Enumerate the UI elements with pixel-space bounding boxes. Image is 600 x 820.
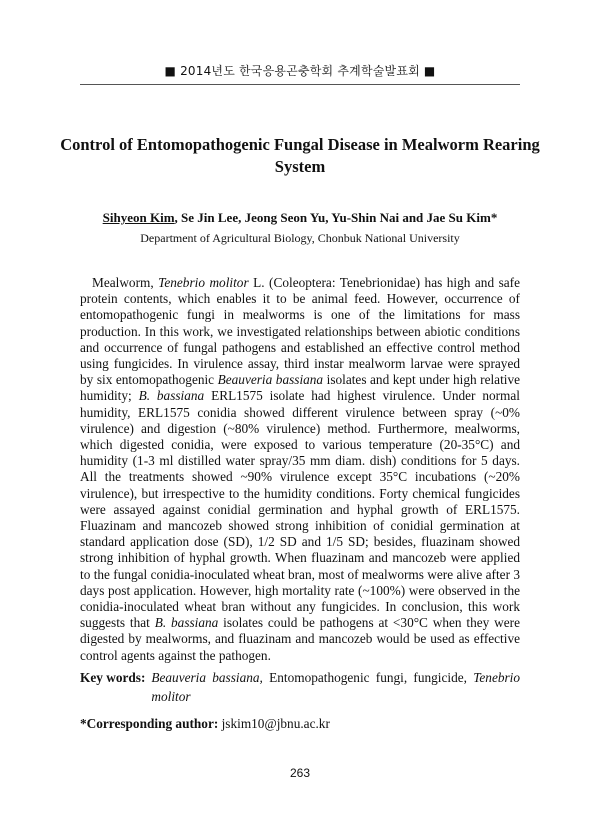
keywords-list xyxy=(151,668,520,706)
co-authors: , Se Jin Lee, Jeong Seon Yu, Yu-Shin Nai and Jae Su Kim* xyxy=(174,210,498,225)
keyword: Entomopathogenic fungi, fungicide, xyxy=(262,670,474,685)
abstract-species-name: B. bassiana xyxy=(138,388,205,404)
page-number: 263 xyxy=(289,766,311,780)
paper-title: Control of Entomopathogenic Fungal Disease in Mealworm Rearing System xyxy=(60,135,540,176)
corresponding-author xyxy=(80,716,330,732)
abstract-species-name: Tenebrio molitor xyxy=(158,275,249,290)
abstract-text: isolates could be pathogens at <30°C when they were digested by mealworms, and fluazinam and mancozeb would be used as effective control agents against the pathogen. xyxy=(80,615,520,663)
corresponding-author-email: jskim10@jbnu.ac.kr xyxy=(218,716,330,731)
abstract-species-name: B. bassiana xyxy=(154,615,219,631)
affiliation: Department of Agricultural Biology, Chonbuk National University xyxy=(140,231,460,245)
abstract-text: isolates and kept under high relative humidity; xyxy=(80,372,521,404)
abstract-body xyxy=(80,275,520,664)
abstract-text: Mealworm, xyxy=(92,275,159,290)
abstract-text: ERL1575 isolate had highest virulence. Under normal humidity, ERL1575 conidia showed different virulence between spray (~0% virulence) and digestion (~80% virulence) method. Furthermore, mealworms, which digested conidia, were exposed to various temperature (20-35°C) and humidity (1-3 ml distilled water spray/35 mm diam. dish) conditions for 5 days. All the treatments showed ~90% virulence except 35°C incubations (~20% virulence), but irrespective to the humidity conditions. Forty chemical fungicides were assayed against conidial germination and hyphal growth of ERL1575. Fluazinam and mancozeb showed strong inhibition of conidial germination at standard application dose (SD), 1/2 SD and 1/5 SD; besides, fluazinam showed strong inhibition of hyphal growth. When fluazinam and mancozeb were applied to the fungal conidia-inoculated wheat bran, most of mealworms were alive after 3 days post application. However, high mortality rate (~100%) were observed in the conidia-inoculated wheat bran without any fungicides. In conclusion, this work suggests that xyxy=(80,388,520,631)
keywords-label: Key words: xyxy=(80,670,146,685)
header-divider xyxy=(80,84,520,85)
corresponding-author-label: *Corresponding author: xyxy=(80,716,219,731)
presenting-author: Sihyeon Kim xyxy=(102,210,175,225)
keyword: Tenebrio molitor xyxy=(151,670,521,704)
keyword: Beauveria bassiana, xyxy=(151,670,263,685)
abstract-species-name: Beauveria bassiana xyxy=(217,372,324,388)
keywords-section xyxy=(80,668,520,706)
conference-header: ■ 2014년도 한국응용곤충학회 추계학술발표회 ■ xyxy=(164,64,436,78)
author-list xyxy=(40,210,560,226)
abstract-text: L. (Coleoptera: Tenebrionidae) has high and safe protein contents, which enables it to be animal feed. However, occurrence of entomopathogenic fungi in mealworms is one of the limitations for mass production. In this work, we investigated relationships between abiotic conditions and occurrence of fungal pathogens and established an effective control method using fungicides. In virulence assay, third instar mealworm larvae were sprayed by six entomopathogenic xyxy=(80,275,520,388)
